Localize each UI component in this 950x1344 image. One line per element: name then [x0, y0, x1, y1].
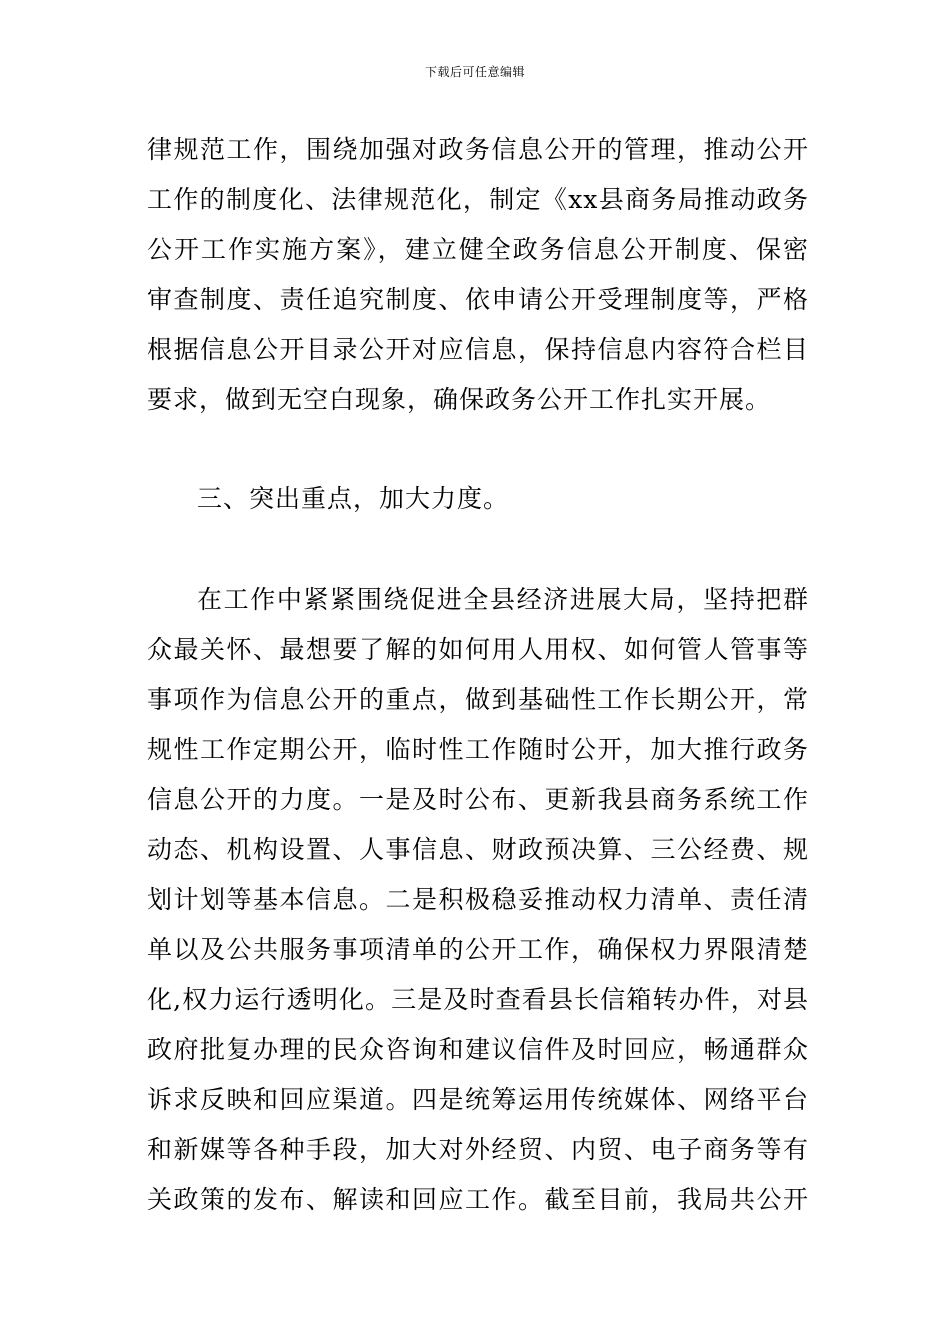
page-header: 下载后可任意编辑 — [424, 65, 525, 79]
text-line: 和新媒等各种手段，加大对外经贸、内贸、电子商务等有 — [147, 1135, 809, 1164]
text-line: 关政策的发布、解读和回应工作。截至目前，我局共公开 — [147, 1185, 809, 1214]
text-line: 众最关怀、最想要了解的如何用人用权、如何管人管事等 — [147, 635, 809, 664]
text-line: 要求，做到无空白现象，确保政务公开工作扎实开展。 — [147, 385, 772, 414]
text-line: 根据信息公开目录公开对应信息，保持信息内容符合栏目 — [147, 335, 809, 364]
text-line: 事项作为信息公开的重点，做到基础性工作长期公开，常 — [147, 685, 809, 714]
text-line: 动态、机构设置、人事信息、财政预决算、三公经费、规 — [147, 835, 809, 864]
section-heading-text: 三、突出重点，加大力度。 — [197, 484, 510, 513]
text-line: 诉求反映和回应渠道。四是统筹运用传统媒体、网络平台 — [147, 1085, 809, 1114]
text-line: 信息公开的力度。一是及时公布、更新我县商务系统工作 — [147, 785, 809, 814]
text-line: 化,权力运行透明化。三是及时查看县长信箱转办件，对县 — [147, 985, 809, 1014]
text-line: 政府批复办理的民众咨询和建议信件及时回应，畅通群众 — [147, 1035, 809, 1064]
text-line: 审查制度、责任追究制度、依申请公开受理制度等，严格 — [147, 285, 809, 314]
text-line: 单以及公共服务事项清单的公开工作，确保权力界限清楚 — [147, 935, 809, 964]
text-line: 公开工作实施方案》，建立健全政务信息公开制度、保密 — [147, 235, 809, 264]
text-line: 规性工作定期公开，临时性工作随时公开，加大推行政务 — [147, 735, 809, 764]
section-heading — [147, 474, 809, 524]
text-line: 工作的制度化、法律规范化，制定《xx县商务局推动政务 — [147, 185, 809, 214]
text-line: 划计划等基本信息。二是积极稳妥推动权力清单、责任清 — [147, 885, 809, 914]
paragraph-2 — [147, 575, 809, 1225]
text-line: 律规范工作，围绕加强对政务信息公开的管理，推动公开 — [147, 135, 809, 164]
paragraph-1 — [147, 125, 809, 425]
text-line: 在工作中紧紧围绕促进全县经济进展大局，坚持把群 — [197, 585, 809, 614]
